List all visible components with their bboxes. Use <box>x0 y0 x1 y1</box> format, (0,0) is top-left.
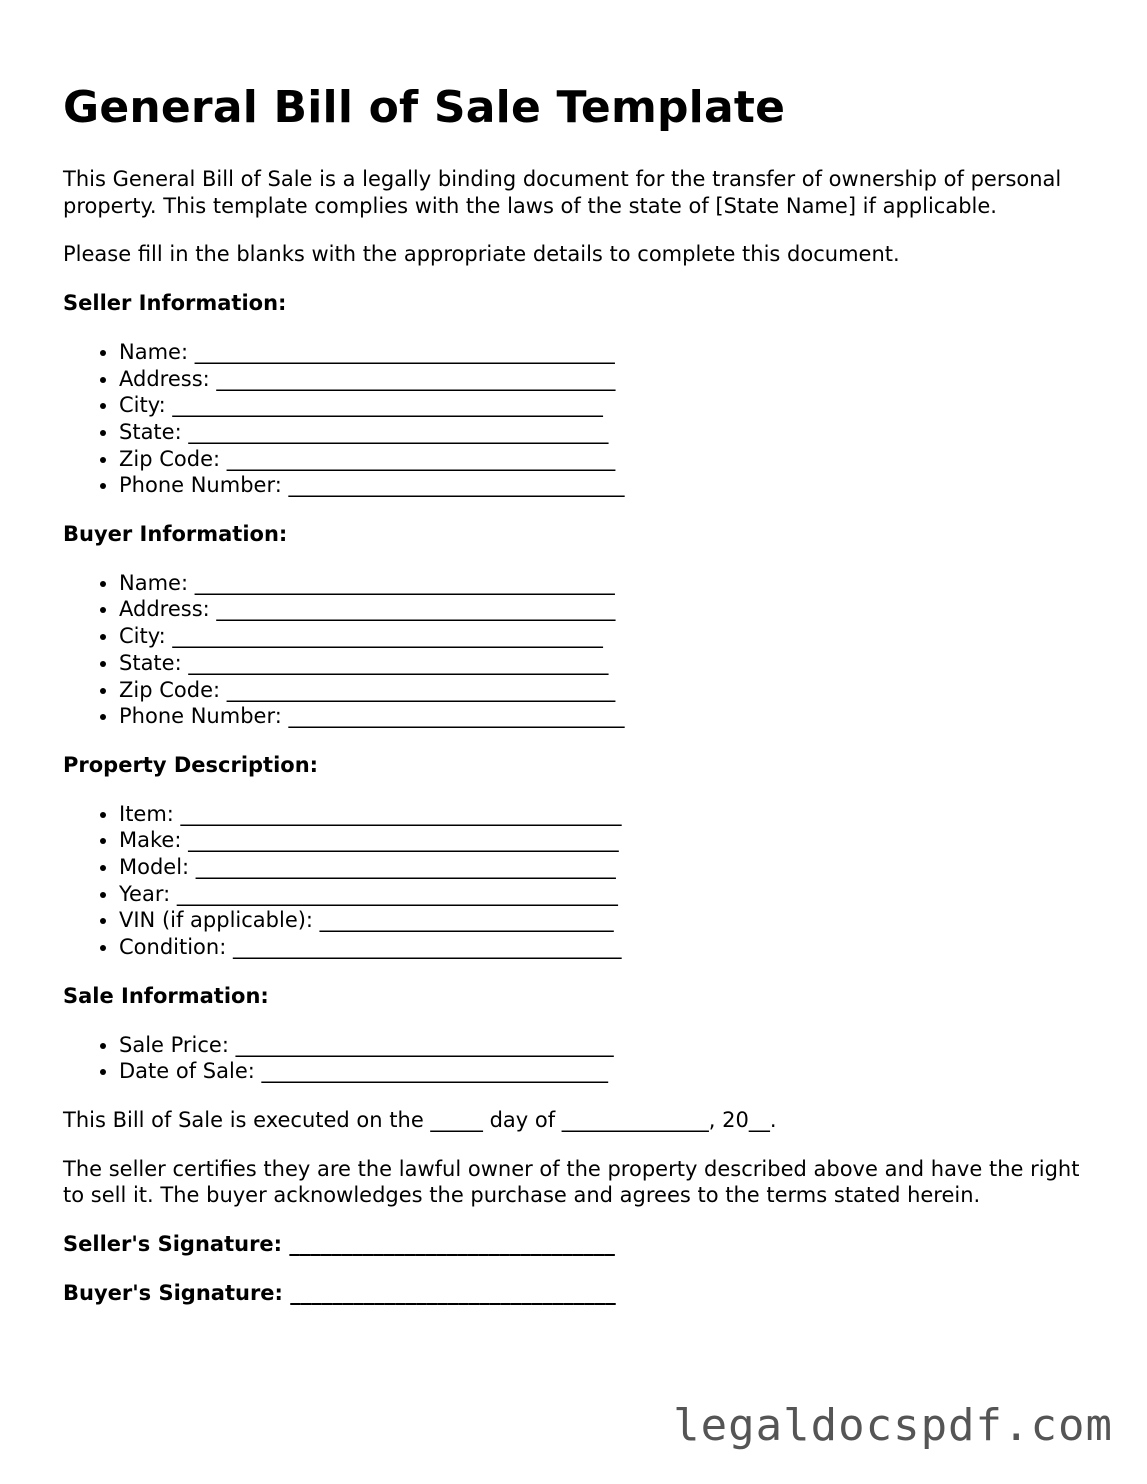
buyer-zip-field: • Zip Code: _____________________________________ <box>119 677 1083 704</box>
seller-city-field: • City: _________________________________________ <box>119 392 1083 419</box>
sale-date-field: • Date of Sale: _________________________________ <box>119 1058 1083 1085</box>
page-title: General Bill of Sale Template <box>63 82 786 133</box>
property-make-field: • Make: _________________________________________ <box>119 827 1083 854</box>
buyer-list <box>63 570 1083 730</box>
seller-name-field: • Name: ________________________________________ <box>119 339 1083 366</box>
sale-list <box>63 1032 1083 1085</box>
seller-address-field: • Address: ______________________________________ <box>119 366 1083 393</box>
seller-heading: Seller Information: <box>63 291 287 316</box>
sale-heading: Sale Information: <box>63 983 269 1008</box>
seller-signature-line: Seller's Signature: _______________________________ <box>63 1232 615 1257</box>
seller-state-field: • State: ________________________________________ <box>119 419 1083 446</box>
sale-price-field: • Sale Price: ____________________________________ <box>119 1032 1083 1059</box>
certification-paragraph: The seller certifies they are the lawful owner of the property described above and have the right to sell it. The buyer acknowledges the purchase and agrees to the terms stated herein. <box>63 1156 1080 1208</box>
buyer-signature-line: Buyer's Signature: _______________________________ <box>63 1280 616 1305</box>
buyer-name-field: • Name: ________________________________________ <box>119 570 1083 597</box>
buyer-address-field: • Address: ______________________________________ <box>119 596 1083 623</box>
brand-watermark: legaldocspdf.com <box>673 1400 1113 1451</box>
intro-paragraph: This General Bill of Sale is a legally binding document for the transfer of ownership of personal property. This template complies with the laws of the state of [State Name] if applicable. <box>63 167 1062 218</box>
seller-list <box>63 339 1083 499</box>
buyer-state-field: • State: ________________________________________ <box>119 650 1083 677</box>
property-list <box>63 801 1083 961</box>
instruction-paragraph: Please fill in the blanks with the appropriate details to complete this document. <box>63 242 900 267</box>
buyer-heading: Buyer Information: <box>63 522 288 547</box>
seller-phone-field: • Phone Number: ________________________________ <box>119 472 1083 499</box>
buyer-phone-field: • Phone Number: ________________________________ <box>119 703 1083 730</box>
property-vin-field: • VIN (if applicable): ____________________________ <box>119 907 1083 934</box>
buyer-city-field: • City: _________________________________________ <box>119 623 1083 650</box>
execution-statement: This Bill of Sale is executed on the _____ day of ______________, 20__. <box>63 1107 777 1132</box>
property-item-field: • Item: __________________________________________ <box>119 801 1083 828</box>
property-model-field: • Model: ________________________________________ <box>119 854 1083 881</box>
property-condition-field: • Condition: _____________________________________ <box>119 934 1083 961</box>
document-page <box>63 78 1083 1307</box>
seller-zip-field: • Zip Code: _____________________________________ <box>119 446 1083 473</box>
property-year-field: • Year: __________________________________________ <box>119 881 1083 908</box>
property-heading: Property Description: <box>63 752 319 777</box>
